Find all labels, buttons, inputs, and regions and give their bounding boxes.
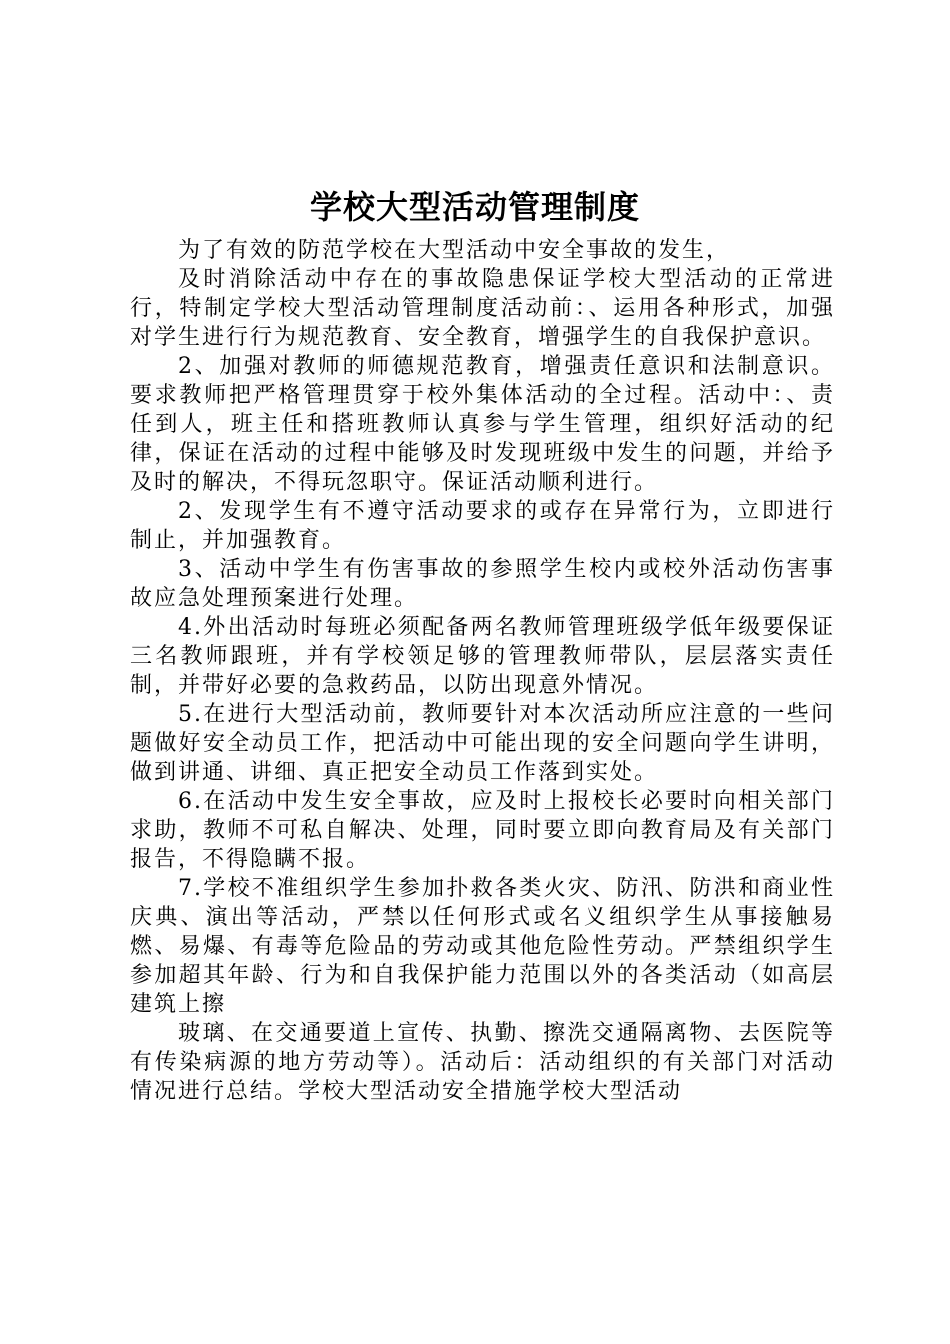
- paragraph-5: 3、活动中学生有伤害事故的参照学生校内或校外活动伤害事故应急处理预案进行处理。: [130, 557, 835, 611]
- paragraph-7: 5.在进行大型活动前，教师要针对本次活动所应注意的一些问题做好安全动员工作，把活动中可能出现的安全问题向学生讲明，做到讲通、讲细、真正把安全动员工作落到实处。: [130, 702, 835, 785]
- paragraph-8: 6.在活动中发生安全事故，应及时上报校长必要时向相关部门求助，教师不可私自解决、处理，同时要立即向教育局及有关部门报告，不得隐瞒不报。: [130, 789, 835, 872]
- paragraph-10: 玻璃、在交通要道上宣传、执勤、擦洗交通隔离物、去医院等有传染病源的地方劳动等）。活动后：活动组织的有关部门对活动情况进行总结。学校大型活动安全措施学校大型活动: [130, 1021, 835, 1104]
- paragraph-4: 2、发现学生有不遵守活动要求的或存在异常行为，立即进行制止，并加强教育。: [130, 499, 835, 553]
- document-body: [130, 236, 835, 1106]
- paragraph-3: 2、加强对教师的师德规范教育，增强责任意识和法制意识。要求教师把严格管理贯穿于校外集体活动的全过程。活动中：、责任到人，班主任和搭班教师认真参与学生管理，组织好活动的纪律，保证在活动的过程中能够及时发现班级中发生的问题，并给予及时的解决，不得玩忽职守。保证活动顺利进行。: [130, 354, 835, 495]
- paragraph-6: 4.外出活动时每班必须配备两名教师管理班级学低年级要保证三名教师跟班，并有学校领足够的管理教师带队，层层落实责任制，并带好必要的急救药品，以防出现意外情况。: [130, 615, 835, 698]
- paragraph-1: 为了有效的防范学校在大型活动中安全事故的发生，: [178, 238, 731, 263]
- document-title: 学校大型活动管理制度: [309, 188, 640, 226]
- paragraph-9: 7.学校不准组织学生参加扑救各类火灾、防汛、防洪和商业性庆典、演出等活动，严禁以任何形式或名义组织学生从事接触易燃、易爆、有毒等危险品的劳动或其他危险性劳动。严禁组织学生参加超其年龄、行为和自我保护能力范围以外的各类活动（如高层建筑上擦: [130, 876, 835, 1017]
- paragraph-2: 及时消除活动中存在的事故隐患保证学校大型活动的正常进行，特制定学校大型活动管理制度活动前：、运用各种形式，加强对学生进行行为规范教育、安全教育，增强学生的自我保护意识。: [130, 267, 835, 350]
